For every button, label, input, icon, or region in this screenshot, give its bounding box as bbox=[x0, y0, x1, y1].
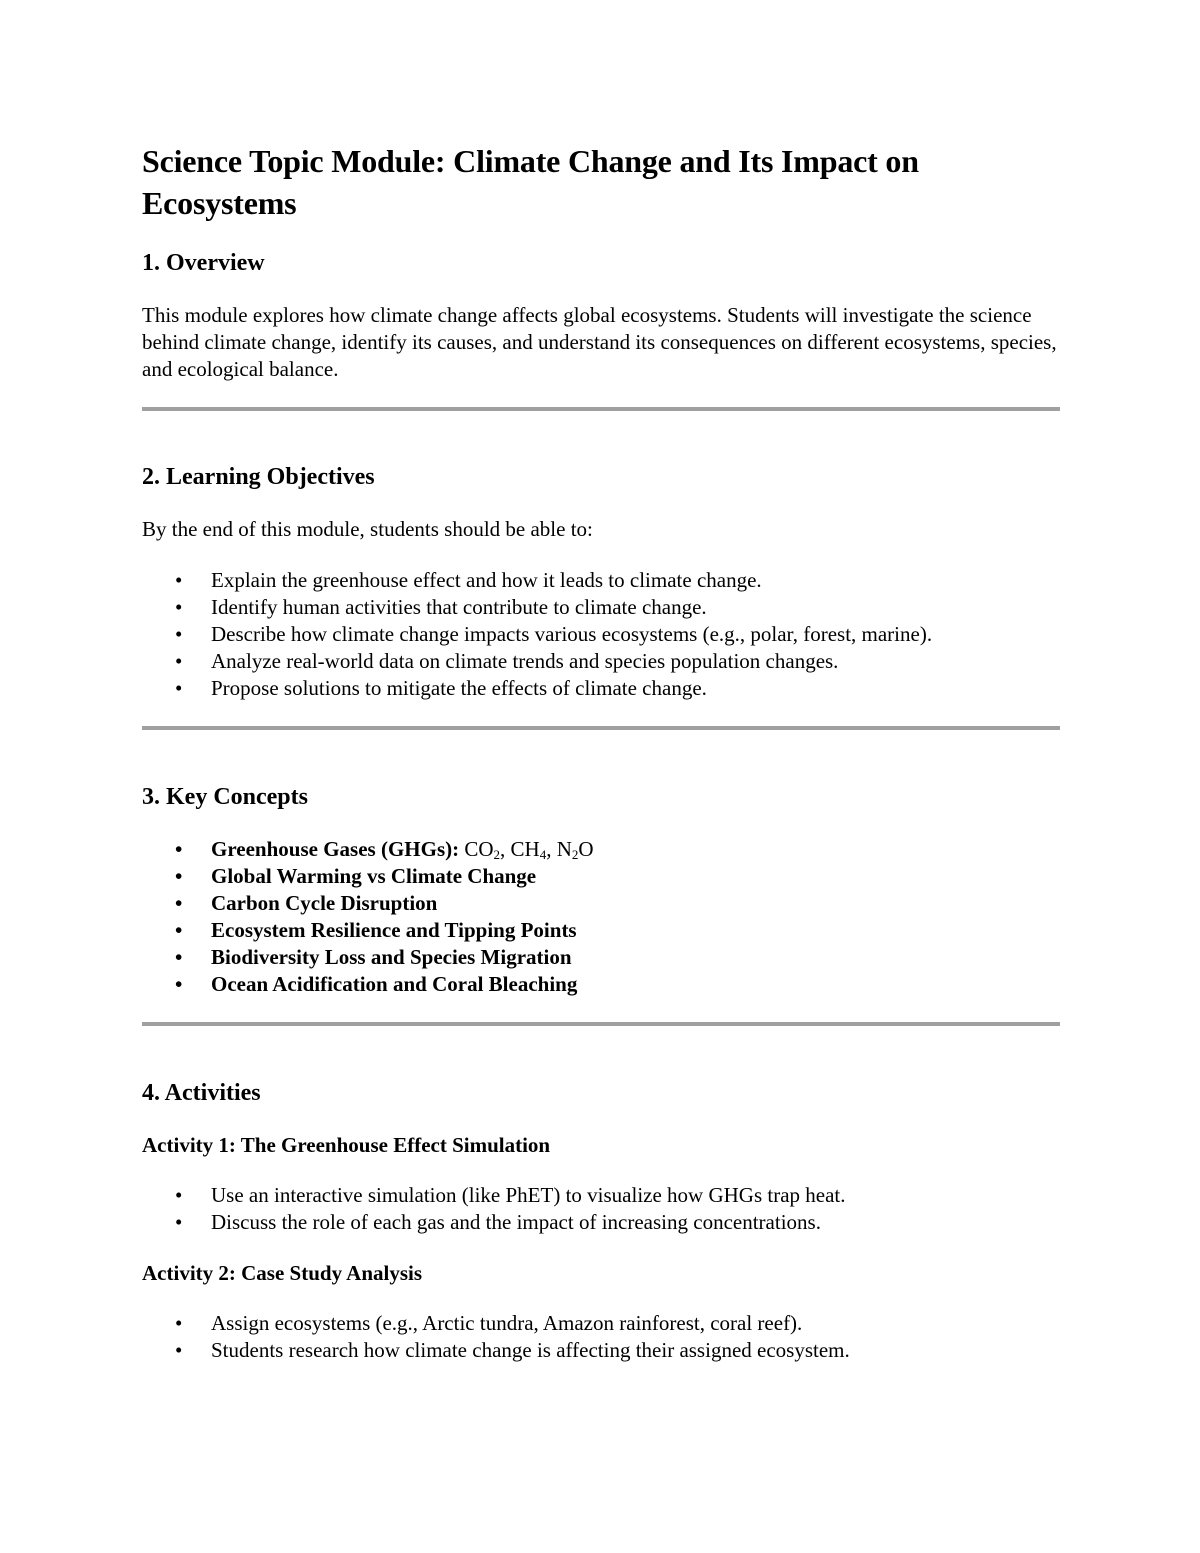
section-divider bbox=[142, 1022, 1060, 1026]
concepts-list bbox=[142, 836, 1060, 998]
list-item: • Global Warming vs Climate Change bbox=[142, 863, 1060, 890]
activity-1-list bbox=[142, 1182, 1060, 1236]
document-page bbox=[142, 140, 1060, 1388]
concepts-section bbox=[142, 782, 1060, 998]
section-divider bbox=[142, 407, 1060, 411]
ghg-separator: , N bbox=[546, 837, 572, 861]
ghg-separator: , CH bbox=[500, 837, 540, 861]
list-item-ghg bbox=[142, 836, 1060, 863]
activities-heading: 4. Activities bbox=[142, 1080, 261, 1106]
ghg-ch-subscript: 4 bbox=[539, 847, 547, 862]
objectives-section bbox=[142, 462, 1060, 702]
list-item: • Students research how climate change is affecting their assigned ecosystem. bbox=[142, 1337, 1060, 1364]
document-title: Science Topic Module: Climate Change and Its Impact on Ecosystems bbox=[142, 143, 919, 221]
activities-section bbox=[142, 1078, 1060, 1364]
section-divider bbox=[142, 726, 1060, 730]
list-item: • Analyze real-world data on climate trends and species population changes. bbox=[142, 648, 1060, 675]
objectives-intro: By the end of this module, students should be able to: bbox=[142, 517, 593, 541]
objectives-heading: 2. Learning Objectives bbox=[142, 464, 375, 490]
list-item: • Ocean Acidification and Coral Bleaching bbox=[142, 971, 1060, 998]
concepts-heading: 3. Key Concepts bbox=[142, 784, 308, 810]
list-item: • Discuss the role of each gas and the impact of increasing concentrations. bbox=[142, 1209, 1060, 1236]
activity-2-list bbox=[142, 1310, 1060, 1364]
list-item: • Assign ecosystems (e.g., Arctic tundra, Amazon rainforest, coral reef). bbox=[142, 1310, 1060, 1337]
overview-heading: 1. Overview bbox=[142, 250, 265, 276]
ghg-label: Greenhouse Gases (GHGs): bbox=[211, 837, 460, 861]
objectives-list bbox=[142, 567, 1060, 702]
list-item: • Identify human activities that contribute to climate change. bbox=[142, 594, 1060, 621]
overview-section bbox=[142, 248, 1060, 383]
activity-1-title: Activity 1: The Greenhouse Effect Simulation bbox=[142, 1133, 551, 1157]
list-item: • Propose solutions to mitigate the effects of climate change. bbox=[142, 675, 1060, 702]
ghg-o: O bbox=[578, 837, 594, 861]
overview-text: This module explores how climate change affects global ecosystems. Students will investigate the science behind climate change, identify its causes, and understand its consequences on different ecosystems, species, and ecological balance. bbox=[142, 303, 1057, 381]
activity-2-title: Activity 2: Case Study Analysis bbox=[142, 1261, 423, 1285]
list-item: • Carbon Cycle Disruption bbox=[142, 890, 1060, 917]
ghg-formulas bbox=[464, 837, 593, 861]
ghg-n-subscript: 2 bbox=[571, 847, 579, 862]
list-item: • Ecosystem Resilience and Tipping Points bbox=[142, 917, 1060, 944]
list-item: • Biodiversity Loss and Species Migration bbox=[142, 944, 1060, 971]
ghg-co-subscript: 2 bbox=[493, 847, 501, 862]
list-item: • Describe how climate change impacts various ecosystems (e.g., polar, forest, marine). bbox=[142, 621, 1060, 648]
list-item: • Use an interactive simulation (like PhET) to visualize how GHGs trap heat. bbox=[142, 1182, 1060, 1209]
ghg-co: CO bbox=[464, 837, 494, 861]
list-item: • Explain the greenhouse effect and how it leads to climate change. bbox=[142, 567, 1060, 594]
